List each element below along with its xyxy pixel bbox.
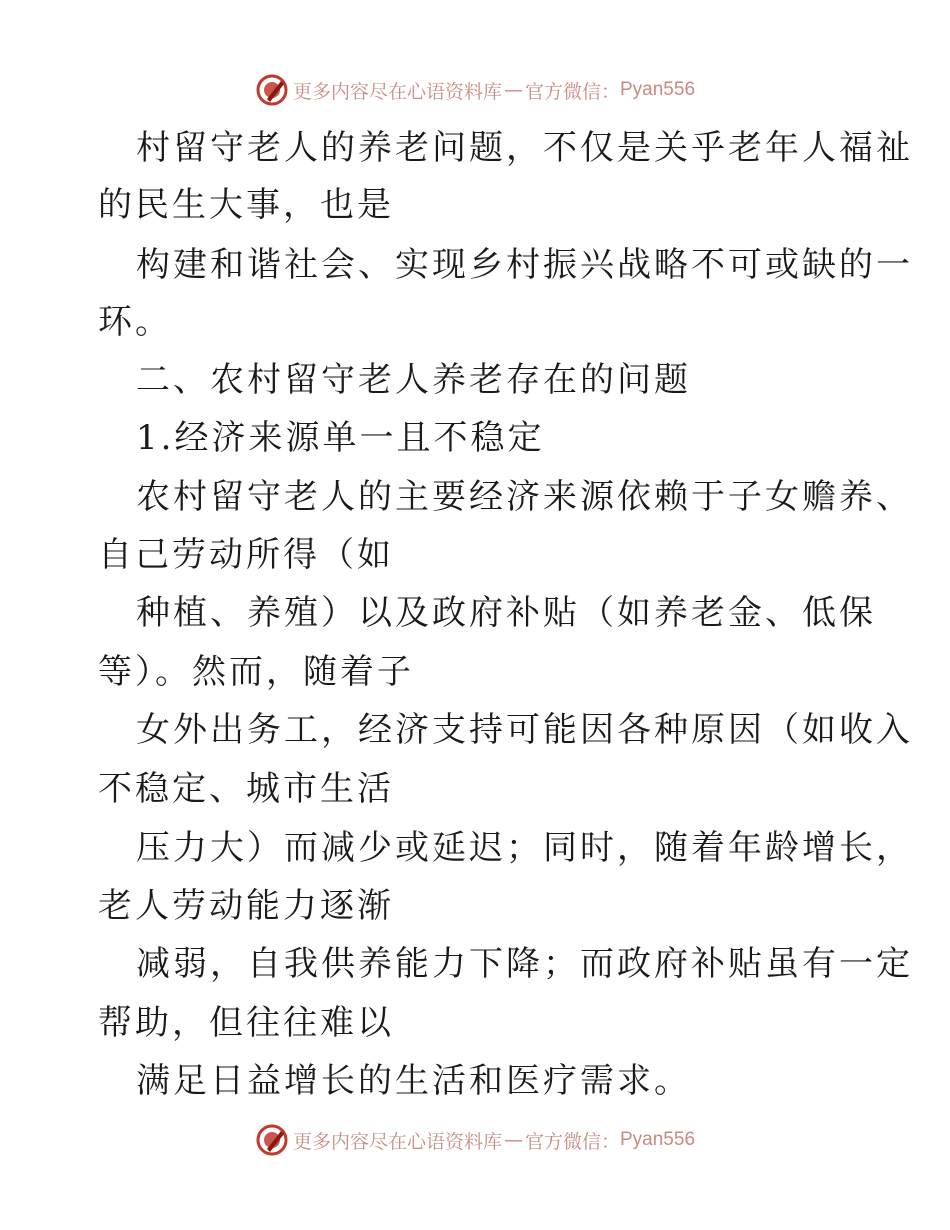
watermark-id: Pyan556 (620, 79, 696, 100)
text-line: 减弱，自我供养能力下降；而政府补贴虽有一定 (136, 944, 913, 984)
watermark-brand: 更多内容尽在心语资料库 (292, 1130, 502, 1153)
text-line: 压力大）而减少或延迟；同时，随着年龄增长， (136, 828, 913, 868)
text-line: 种植、养殖）以及政府补贴（如养老金、低保 (136, 593, 876, 633)
pen-seal-icon (255, 73, 289, 107)
watermark-id: Pyan556 (620, 1129, 696, 1150)
text-line: 村留守老人的养老问题，不仅是关乎老年人福祉 (136, 128, 913, 168)
text-line: 环。 (98, 302, 172, 342)
text-line: 农村留守老人的主要经济来源依赖于子女赡养、 (136, 477, 913, 517)
watermark-channel: 官方微信： (524, 80, 620, 103)
watermark-separator: — (503, 1129, 523, 1151)
text-line: 帮助，但往往难以 (98, 1003, 394, 1043)
text-line: 的民生大事，也是 (98, 185, 394, 225)
text-line: 构建和谐社会、实现乡村振兴战略不可或缺的一 (136, 245, 913, 285)
text-line: 女外出务工，经济支持可能因各种原因（如收入 (136, 710, 913, 750)
text-line: 不稳定、城市生活 (98, 769, 394, 809)
text-line: 满足日益增长的生活和医疗需求。 (136, 1061, 691, 1101)
section-heading: 二、农村留守老人养老存在的问题 (136, 360, 691, 400)
footer-watermark (0, 1120, 950, 1160)
watermark-separator: — (503, 79, 523, 101)
watermark-channel: 官方微信： (524, 1130, 620, 1153)
text-line: 老人劳动能力逐渐 (98, 886, 394, 926)
text-line: 自己劳动所得（如 (98, 535, 394, 575)
header-watermark (0, 70, 950, 110)
pen-seal-icon (255, 1123, 289, 1157)
subsection-heading: 1.经济来源单一且不稳定 (136, 418, 545, 458)
text-line: 等）。然而，随着子 (98, 652, 414, 692)
watermark-brand: 更多内容尽在心语资料库 (292, 80, 502, 103)
